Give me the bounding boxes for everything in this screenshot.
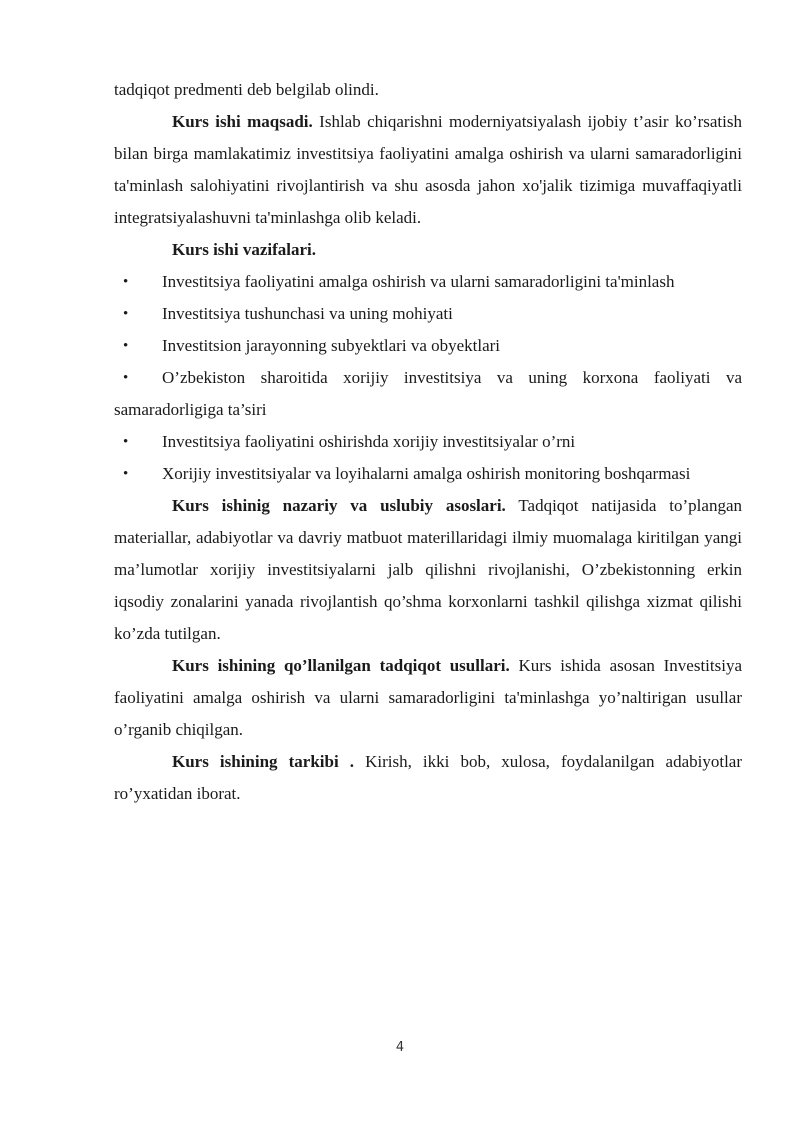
methods-heading: Kurs ishining qo’llanilgan tadqiqot usullari. <box>172 656 510 675</box>
task-item <box>114 458 742 490</box>
basis-text: Tadqiqot natijasida to’plangan materiallar, adabiyotlar va davriy matbuot materillaridagi ilmiy muomalaga kiritilgan yangi ma’lumotlar xorijiy investitsiyalarni jalb qilishni rivojlanishi, O’zbekistonning erkin iqsodiy zonalarini yanada rivojlantish qo’shma korxonlarni tashkil qilishga xizmat qilishi ko’zda tutilgan. <box>114 496 742 643</box>
bullet-icon: • <box>123 466 129 482</box>
task-item <box>114 298 742 330</box>
tasks-list <box>114 266 742 490</box>
document-body <box>114 74 742 810</box>
task-text: Investitsion jarayonning subyektlari va obyektlari <box>162 336 501 355</box>
goal-heading: Kurs ishi maqsadi. <box>172 112 313 131</box>
structure-text: Kirish, ikki bob, xulosa, foydalanilgan adabiyotlar ro’yxatidan iborat. <box>114 752 742 803</box>
basis-heading: Kurs ishinig nazariy va uslubiy asoslari. <box>172 496 506 515</box>
structure-heading: Kurs ishining tarkibi . <box>172 752 355 771</box>
basis-paragraph <box>114 490 742 650</box>
page-number: 4 <box>395 1040 405 1055</box>
bullet-icon: • <box>123 306 129 322</box>
task-text: Investitsiya faoliyatini oshirishda xorijiy investitsiyalar o’rni <box>162 432 576 451</box>
methods-paragraph <box>114 650 742 746</box>
methods-text: Kurs ishida asosan Investitsiya faoliyatini amalga oshirish va ularni samaradorligini ta'minlashga yo’naltirigan usullar o’rganib chiqilgan. <box>114 656 742 739</box>
bullet-icon: • <box>123 274 129 290</box>
task-item <box>114 426 742 458</box>
goal-paragraph <box>114 106 742 234</box>
tasks-heading: Kurs ishi vazifalari. <box>172 240 317 259</box>
task-text: Xorijiy investitsiyalar va loyihalarni amalga oshirish monitoring boshqarmasi <box>162 464 691 483</box>
bullet-icon: • <box>123 434 129 450</box>
bullet-icon: • <box>123 370 129 386</box>
task-item <box>114 330 742 362</box>
goal-text: Ishlab chiqarishni moderniyatsiyalash ijobiy t’asir ko’rsatish bilan birga mamlakatimiz investitsiya faoliyatini amalga oshirish va ularni samaradorligini ta'minlash salohiyatini rivojlantirish va shu asosda jahon xo'jalik tizimiga muvaffaqiyatli integratsiyalashuvni ta'minlashga olib keladi. <box>114 112 742 227</box>
structure-paragraph <box>114 746 742 810</box>
bullet-icon: • <box>123 338 129 354</box>
task-text: Investitsiya tushunchasi va uning mohiyati <box>162 304 453 323</box>
task-text: O’zbekiston sharoitida xorijiy investitsiya va uning korxona faoliyati va samaradorligiga ta’siri <box>114 368 742 419</box>
intro-line: tadqiqot predmenti deb belgilab olindi. <box>114 80 379 99</box>
task-item <box>114 266 742 298</box>
task-text: Investitsiya faoliyatini amalga oshirish va ularni samaradorligini ta'minlash <box>162 272 675 291</box>
task-item <box>114 362 742 426</box>
